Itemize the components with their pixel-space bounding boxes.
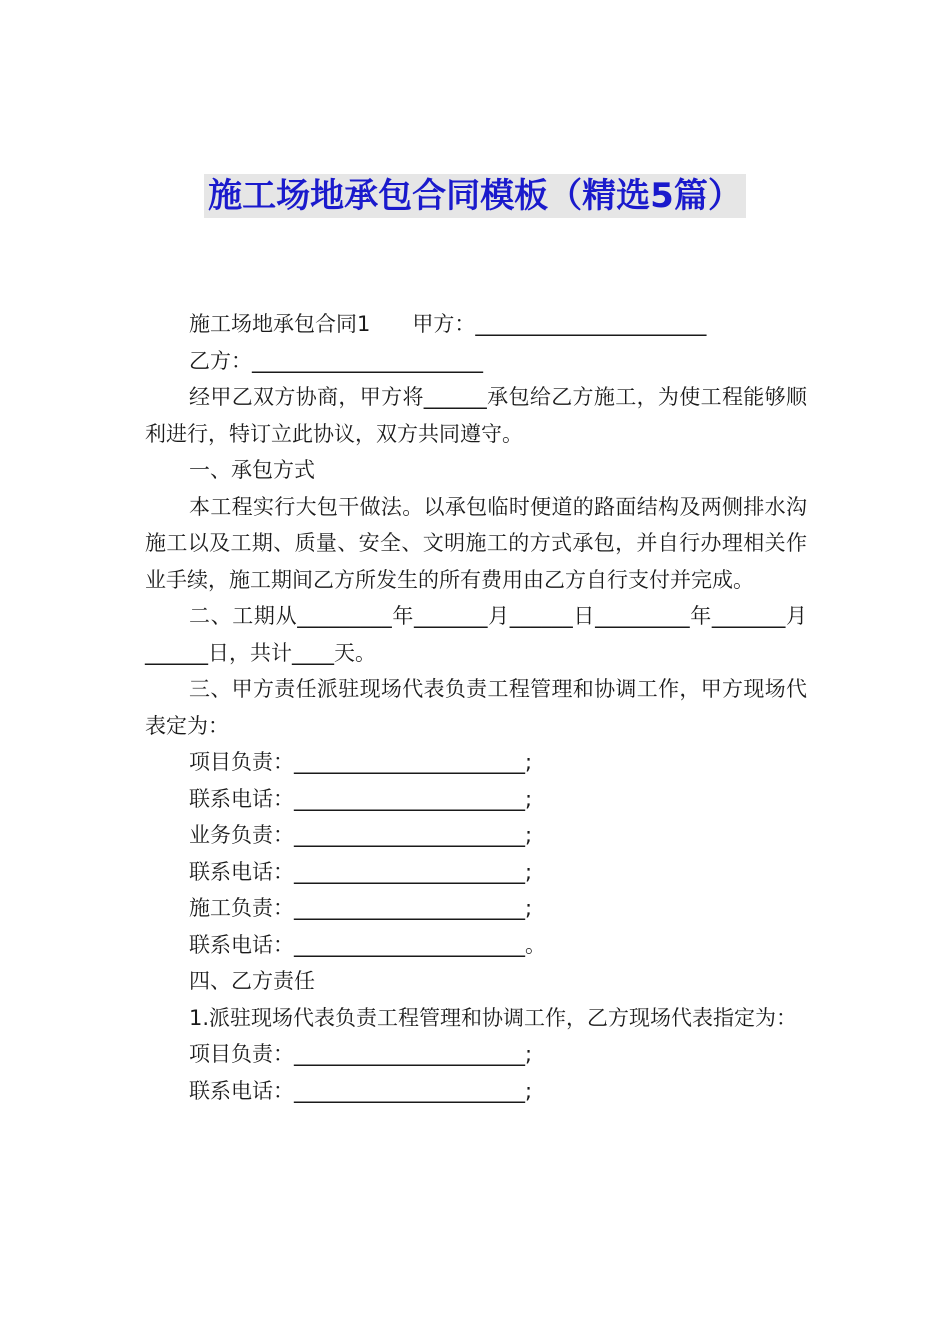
field-line: 联系电话：______________________; (189, 1078, 533, 1103)
field-line: 项目负责：______________________; (189, 1042, 533, 1066)
title-wrapper (0, 174, 950, 218)
paragraph-party-a: 施工场地承包合同1 甲方：______________________ (189, 312, 707, 336)
field-line: 项目负责：______________________; (189, 750, 533, 774)
document-title: 施工场地承包合同模板（精选5篇） (204, 174, 746, 218)
section-heading-4: 四、乙方责任 (189, 969, 315, 993)
field-line: 联系电话：______________________。 (189, 932, 546, 957)
paragraph-intro: 经甲乙双方协商，甲方将______承包给乙方施工，为使工程能够顺利进行，特订立此协议，双方共同遵守。 (145, 385, 807, 446)
paragraph-party-a-duty: 三、甲方责任派驻现场代表负责工程管理和协调工作，甲方现场代表定为： (145, 677, 807, 738)
paragraph-party-b-duty: 1.派驻现场代表负责工程管理和协调工作，乙方现场代表指定为： (189, 1005, 798, 1030)
field-line: 联系电话：______________________; (189, 786, 533, 811)
paragraph-duration: 二、工期从_________年_______月______日_________年_______月______日，共计____天。 (145, 604, 807, 665)
document-body (145, 306, 807, 1109)
paragraph-party-b: 乙方：______________________ (189, 348, 483, 373)
field-line: 施工负责：______________________; (189, 896, 533, 920)
paragraph-contract-method: 本工程实行大包干做法。以承包临时便道的路面结构及两侧排水沟施工以及工期、质量、安全、文明施工的方式承包，并自行办理相关作业手续，施工期间乙方所发生的所有费用由乙方自行支付并完成。 (145, 494, 807, 592)
section-heading-1: 一、承包方式 (189, 458, 315, 482)
field-line: 业务负责：______________________; (189, 823, 533, 847)
field-line: 联系电话：______________________; (189, 859, 533, 884)
